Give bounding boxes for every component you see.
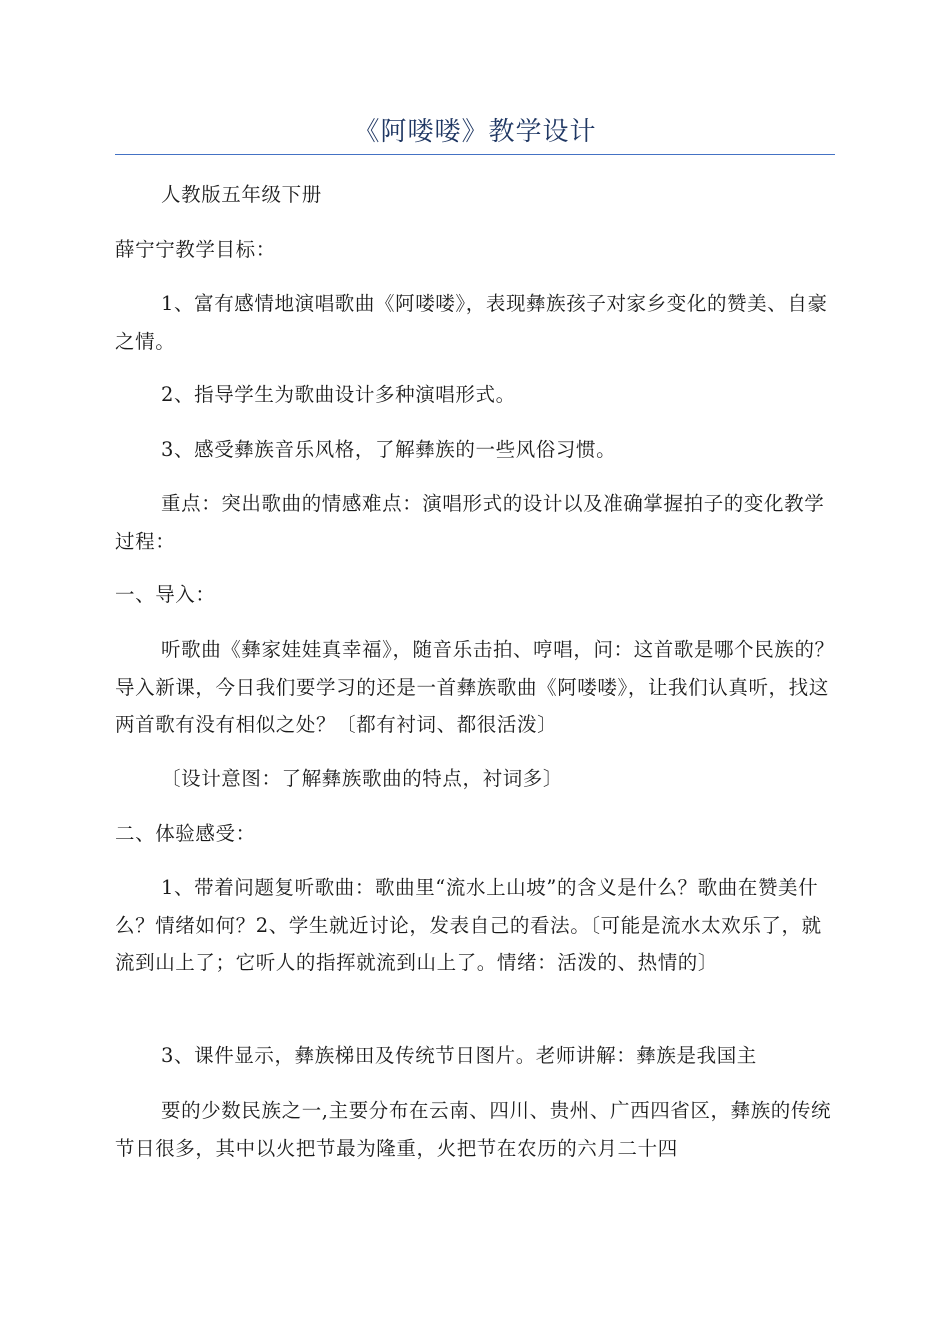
paragraph-edition: 人教版五年级下册 xyxy=(161,183,322,206)
paragraph-intro: 听歌曲《彝家娃娃真幸福》，随音乐击拍、哼唱，问：这首歌是哪个民族的？导入新课，今日我们要学习的还是一首彝族歌曲《阿喽喽》，让我们认真听，找这两首歌有没有相似之处？〔都有衬词、都很活泼〕 xyxy=(115,638,835,736)
paragraph-objective-3: 3、感受彝族音乐风格，了解彝族的一些风俗习惯。 xyxy=(161,438,617,461)
paragraph-objective-1: 1、富有感情地演唱歌曲《阿喽喽》，表现彝族孩子对家乡变化的赞美、自豪之情。 xyxy=(115,292,828,353)
paragraph-yi-festival: 要的少数民族之一,主要分布在云南、四川、贵州、广西四省区，彝族的传统节日很多，其中以火把节最为隆重，火把节在农历的六月二十四 xyxy=(115,1099,832,1160)
section-heading-experience: 二、体验感受： xyxy=(115,822,256,845)
paragraph-teacher-objectives: 薛宁宁教学目标： xyxy=(115,238,276,261)
section-heading-intro: 一、导入： xyxy=(115,583,216,606)
paragraph-objective-2: 2、指导学生为歌曲设计多种演唱形式。 xyxy=(161,383,516,406)
paragraph-experience-1: 1、带着问题复听歌曲：歌曲里“流水上山坡”的含义是什么？歌曲在赞美什么？情绪如何？2、学生就近讨论，发表自己的看法。〔可能是流水太欢乐了，就流到山上了；它听人的指挥就流到山上了。情绪：活泼的、热情的〕 xyxy=(115,876,822,974)
document-title: 《阿喽喽》教学设计 xyxy=(353,117,597,147)
title-underline xyxy=(115,154,835,155)
paragraph-design-intent: 〔设计意图：了解彝族歌曲的特点，衬词多〕 xyxy=(161,767,564,790)
paragraph-experience-3: 3、课件显示，彝族梯田及传统节日图片。老师讲解：彝族是我国主 xyxy=(161,1044,757,1067)
paragraph-key-points: 重点：突出歌曲的情感难点：演唱形式的设计以及准确掌握拍子的变化教学过程： xyxy=(115,492,825,553)
